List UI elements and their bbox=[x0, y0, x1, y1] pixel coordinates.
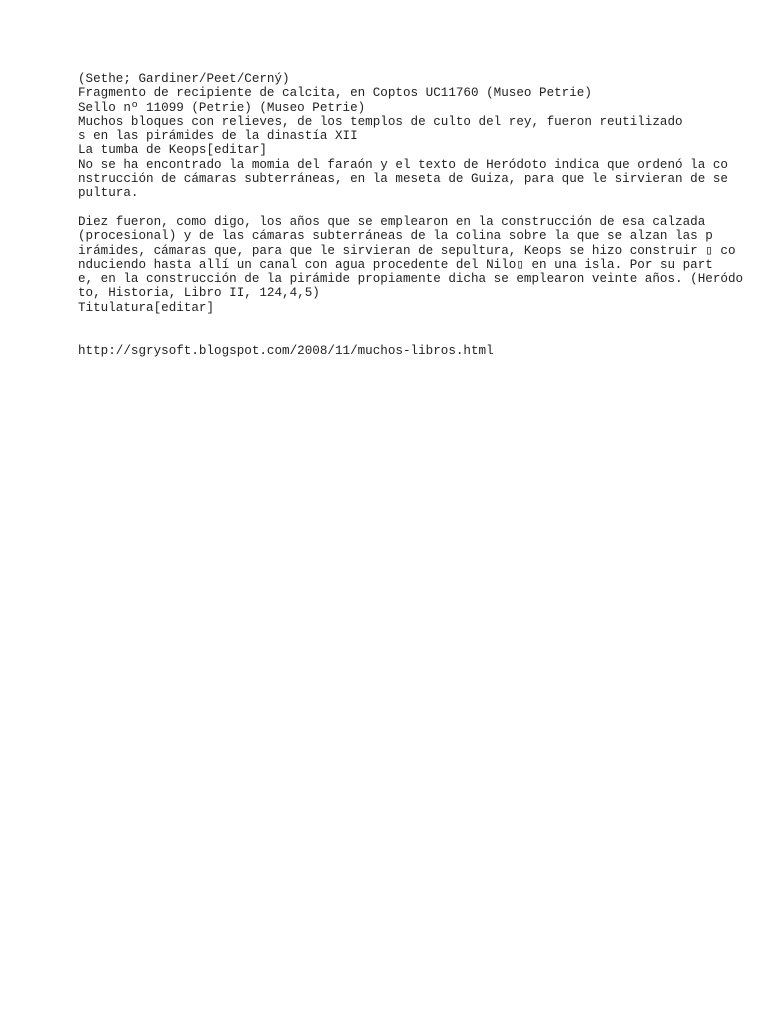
text-line: s en las pirámides de la dinastía XII bbox=[78, 129, 358, 144]
blank-line bbox=[78, 201, 748, 215]
blank-line bbox=[78, 315, 748, 329]
text-line: to, Historia, Libro II, 124,4,5) bbox=[78, 286, 320, 301]
text-line: irámides, cámaras que, para que le sirvieran de sepultura, Keops se hizo construir ▯ co bbox=[78, 243, 736, 258]
section-heading: Titulatura[editar] bbox=[78, 300, 215, 315]
text-line: Muchos bloques con relieves, de los templos de culto del rey, fueron reutilizado bbox=[78, 114, 683, 129]
section-heading: La tumba de Keops[editar] bbox=[78, 143, 267, 158]
paragraph-block-1 bbox=[78, 72, 748, 201]
paragraph-block-2 bbox=[78, 215, 748, 315]
document-page bbox=[78, 72, 748, 358]
source-url: http://sgrysoft.blogspot.com/2008/11/muchos-libros.html bbox=[78, 343, 494, 358]
text-line: Diez fueron, como digo, los años que se emplearon en la construcción de esa calzada bbox=[78, 214, 706, 229]
text-line: No se ha encontrado la momia del faraón y el texto de Heródoto indica que ordenó la co bbox=[78, 157, 728, 172]
text-line: Fragmento de recipiente de calcita, en Coptos UC11760 (Museo Petrie) bbox=[78, 86, 592, 101]
text-line: nduciendo hasta allí un canal con agua procedente del Nilo▯ en una isla. Por su part bbox=[78, 257, 713, 272]
text-line: (Sethe; Gardiner/Peet/Cerný) bbox=[78, 72, 290, 86]
text-line: Sello nº 11099 (Petrie) (Museo Petrie) bbox=[78, 100, 366, 115]
text-line: e, en la construcción de la pirámide propiamente dicha se emplearon veinte años. (Heródo bbox=[78, 272, 744, 287]
text-line: (procesional) y de las cámaras subterráneas de la colina sobre la que se alzan las p bbox=[78, 229, 713, 244]
text-line: pultura. bbox=[78, 186, 139, 201]
text-line: nstrucción de cámaras subterráneas, en la meseta de Guiza, para que le sirvieran de se bbox=[78, 172, 728, 187]
